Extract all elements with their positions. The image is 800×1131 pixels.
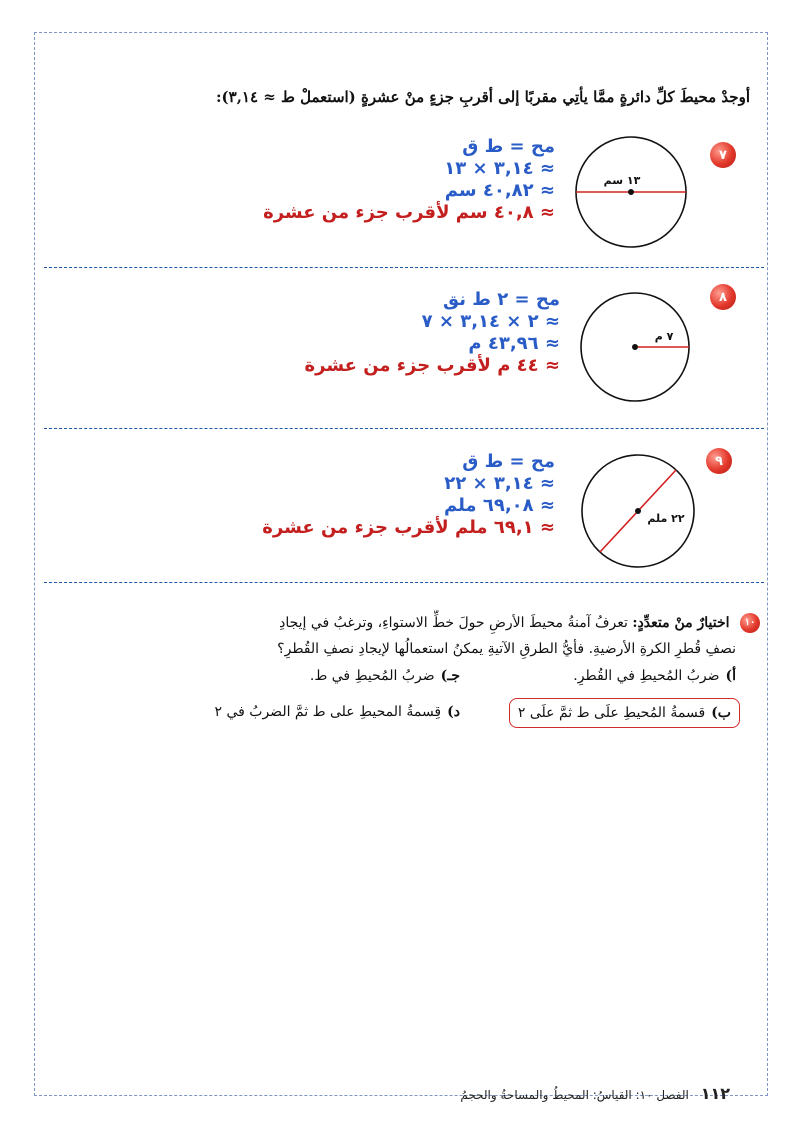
problem-number-badge: ١٠ bbox=[740, 613, 760, 633]
rounded-answer: ≈ ٤٤ م لأقرب جزء من عشرة bbox=[304, 355, 560, 376]
problem-number-badge: ٧ bbox=[710, 142, 736, 168]
chapter-title: الفصل ١٠: القياسُ: المحيطُ والمساحةُ والحجمُ bbox=[460, 1088, 689, 1102]
formula-line: مح = ط ق bbox=[462, 451, 555, 472]
page-number: ١١٢ bbox=[700, 1084, 730, 1103]
problem-number-badge: ٨ bbox=[710, 284, 736, 310]
diameter-label: ٢٢ ملم bbox=[647, 512, 685, 525]
option-d[interactable]: د)قِسمةُ المحيطِ على ط ثمَّ الضربُ في ٢ bbox=[214, 704, 460, 720]
solution-7 bbox=[263, 136, 555, 224]
rounded-answer: ≈ ٤٠,٨ سم لأقرب جزء من عشرة bbox=[263, 202, 555, 223]
result-line: ≈ ٤٠,٨٢ سم bbox=[444, 180, 555, 201]
question-text: تعرفُ آمنةُ محيطَ الأرضِ حولَ خطِّ الاستواءِ، وترغبُ في إيجادِ bbox=[279, 615, 628, 631]
diameter-label: ١٣ سم bbox=[603, 174, 641, 187]
question-text-2: نصفِ قُطرِ الكرةِ الأرضيةِ. فأيُّ الطرقِ الآتيةِ يمكنُ استعمالُها لإيجادِ نصفِ القُطرِ؟ bbox=[277, 641, 736, 657]
page-footer bbox=[460, 1084, 730, 1103]
section-divider bbox=[44, 428, 764, 429]
section-divider bbox=[44, 267, 764, 268]
section-divider bbox=[44, 582, 764, 583]
radius-label: ٧ م bbox=[654, 330, 674, 343]
circle-figure bbox=[568, 284, 698, 408]
solution-8 bbox=[305, 289, 561, 377]
substitution-line: ≈ ٣,١٤ × ١٣ bbox=[444, 158, 555, 179]
formula-line: مح = ط ق bbox=[462, 136, 555, 157]
question-keyword: اختيارٌ منْ متعدِّدٍ: bbox=[632, 615, 730, 631]
result-line: ≈ ٦٩,٠٨ ملم bbox=[443, 495, 555, 516]
instruction-text: أوجدْ محيطَ كلِّ دائرةٍ ممَّا يأتِي مقربًا إلى أقربِ جزءٍ منْ عشرةٍ (استعملْ ط ≈ ٣,١٤): bbox=[216, 88, 750, 106]
result-line: ≈ ٤٣,٩٦ م bbox=[468, 333, 560, 354]
multiple-choice-question bbox=[50, 610, 760, 730]
option-c[interactable]: جـ)ضربُ المُحيطِ في ط. bbox=[309, 668, 460, 684]
solution-9 bbox=[262, 451, 555, 539]
problem-number-badge: ٩ bbox=[706, 448, 732, 474]
substitution-line: ≈ ٣,١٤ × ٢٢ bbox=[444, 473, 555, 494]
rounded-answer: ≈ ٦٩,١ ملم لأقرب جزء من عشرة bbox=[262, 517, 555, 538]
substitution-line: ≈ ٢ × ٣,١٤ × ٧ bbox=[421, 311, 560, 332]
formula-line: مح = ٢ ط نق bbox=[443, 289, 560, 310]
option-a[interactable]: أ)ضربُ المُحيطِ في القُطرِ. bbox=[573, 668, 736, 684]
option-b-selected[interactable]: ب)قسمةُ المُحيطِ علَى ط ثمَّ علَى ٢ bbox=[509, 698, 740, 728]
circle-figure bbox=[566, 448, 706, 574]
circle-figure bbox=[568, 134, 698, 254]
